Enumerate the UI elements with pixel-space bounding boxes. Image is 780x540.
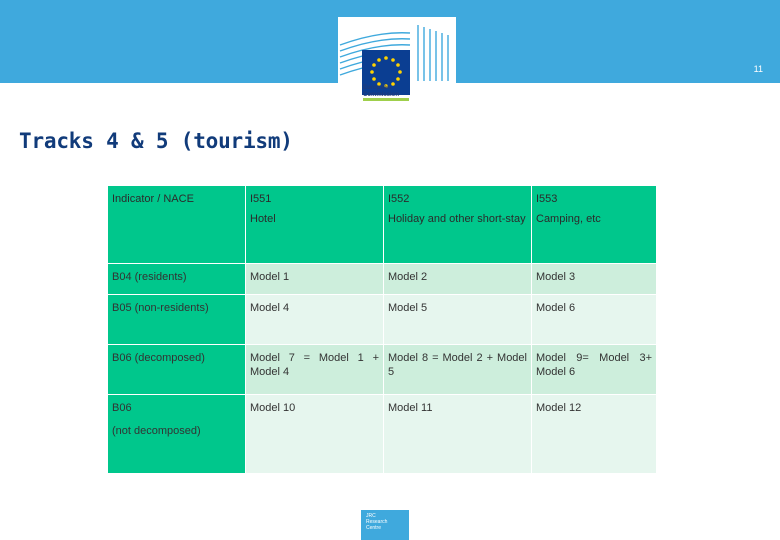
table-cell: Model 3 (532, 264, 657, 295)
table-cell: Model 11 (384, 395, 532, 474)
table-header-row (108, 186, 657, 264)
jrc-logo (361, 510, 409, 540)
tourism-models-table (107, 185, 657, 474)
jrc-line3: Centre (366, 525, 382, 531)
column-header-i552 (384, 186, 532, 264)
column-label: Holiday and other short-stay (388, 213, 526, 225)
table-cell: Model 7 = Model 1 + Model 4 (246, 345, 384, 395)
table-cell: Model 12 (532, 395, 657, 474)
logo-text-line1: European (363, 85, 391, 91)
column-label: Camping, etc (536, 213, 601, 225)
row-label: B06 (decomposed) (108, 345, 246, 395)
table-row (108, 264, 657, 295)
column-label: Hotel (250, 213, 276, 225)
table-row (108, 345, 657, 395)
row-label: B06 (112, 402, 132, 414)
table-cell: Model 2 (384, 264, 532, 295)
corner-header: Indicator / NACE (108, 186, 246, 264)
jrc-line2: Research (366, 519, 388, 525)
row-label: B04 (residents) (108, 264, 246, 295)
table-cell: Model 10 (246, 395, 384, 474)
table-cell: Model 5 (384, 295, 532, 345)
logo-green-rule (363, 98, 409, 101)
table-cell: Model 4 (246, 295, 384, 345)
jrc-logo-text (366, 513, 387, 531)
column-code: I553 (536, 193, 558, 205)
european-commission-logo (338, 17, 456, 105)
logo-text-line2: Commission (363, 92, 400, 98)
row-label: B05 (non-residents) (108, 295, 246, 345)
table-cell: Model 9= Model 3+ Model 6 (532, 345, 657, 395)
column-code: I551 (250, 193, 272, 205)
row-label-b06 (108, 395, 246, 474)
table-cell: Model 8 = Model 2 + Model 5 (384, 345, 532, 395)
slide-title: Tracks 4 & 5 (tourism) (19, 129, 293, 153)
logo-text (363, 85, 399, 99)
column-header-i553 (532, 186, 657, 264)
table-row (108, 395, 657, 474)
page-number: 11 (753, 64, 763, 74)
table-row (108, 295, 657, 345)
jrc-line1: JRC (366, 513, 376, 519)
table-cell: Model 6 (532, 295, 657, 345)
column-code: I552 (388, 193, 410, 205)
column-header-i551 (246, 186, 384, 264)
row-sublabel: (not decomposed) (112, 425, 201, 437)
table-cell: Model 1 (246, 264, 384, 295)
